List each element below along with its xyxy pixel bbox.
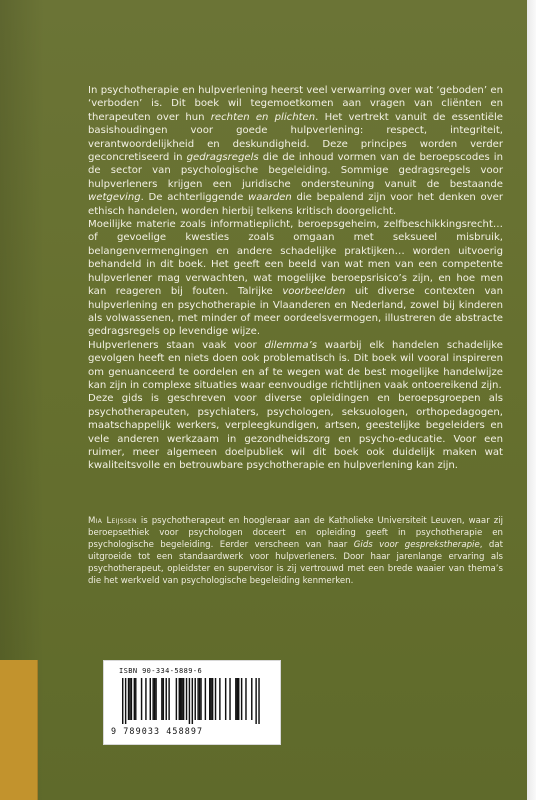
barcode-bars [118,678,268,724]
blurb-paragraph [88,84,503,218]
accent-color-bar [0,660,38,800]
blurb-text [88,84,503,473]
barcode-bar [134,678,135,720]
text-run: is psychotherapeut en hoogleraar aan de Katholieke Universiteit Leuven, waar zij beroepsethiek voor psychologen doceert en opleiding geeft in psychotherapie en psychologische begeleiding. Eerder verscheen van haar [88,516,503,550]
barcode-bar [161,678,162,720]
text-run: , dat uitgroeide tot een standaardwerk voor hulpverleners. Door haar jarenlange ervaring als psychotherapeut, opleidster en supervisor is zij vertrouwd met een brede waaier van thema’s die het werkveld van psychologische begeleiding kenmerken. [88,540,503,586]
blurb-paragraph [88,218,503,339]
barcode-bar [215,678,216,720]
barcode-bar [179,678,180,720]
italic-text-run: voorbeelden [282,286,346,298]
barcode-bar [189,678,190,724]
barcode-bar [258,678,259,724]
barcode-bar [163,678,164,720]
text-run: uit diverse contexten van hulpverlening en psychotherapie in Vlaanderen en Nederland, zowel bij kinderen als volwassenen, met minder of meer oordeelsvermogen, illustreren de abstracte gedragsregels op levendige wijze. [88,286,503,338]
barcode-bar [192,678,193,724]
blurb-paragraph [88,339,503,393]
blurb-paragraph [88,392,503,472]
barcode-bar [210,678,211,720]
author-bio-paragraph [88,515,503,587]
barcode-bar [235,678,236,720]
author-bio [88,515,503,587]
barcode-bar [245,678,246,720]
barcode-bar [125,678,126,724]
barcode-bar [141,678,142,720]
text-run: . Het vertrekt vanuit de essentiële basishoudingen voor goede hulpverlening: respect, integriteit, verantwoordelijkheid en deskundigheid. Deze principes worden verder geconcretiseerd in [88,111,503,164]
barcode-bar [186,678,187,720]
italic-text-run: gedragsregels [186,152,259,164]
barcode-bar [131,678,132,720]
barcode-bar [181,678,182,720]
barcode-bar [180,678,181,720]
text-run: . De achterliggende [140,192,248,204]
italic-text-run: rechten en plichten [210,111,316,123]
barcode-bar [176,678,177,720]
barcode-bar [154,678,155,720]
barcode-bar [195,678,196,720]
text-run: Moeilijke materie zoals informatieplicht, beroepsgeheim, zelfbeschikkingsrecht… of gevoelige kwesties zoals omgaan met seksueel misbruik, belangenvermengingen en andere schadelijke praktijken… worden uitvoerig behandeld in dit boek. Het geeft een beeld van wat men van een competente hulpverlener mag verwachten, wat mogelijke beroepsrisico’s zijn, en hoe men kan reageren bij fouten. Talrijke [88,219,503,298]
barcode-bar [200,678,201,720]
italic-text-run: waarden [247,192,292,204]
barcode-bar [152,678,153,720]
barcode-bar [129,678,130,720]
barcode-bar [145,678,146,720]
isbn-number: ISBN 90-334-5889-6 [119,667,203,675]
barcode-bar [166,678,167,720]
barcode-bar [205,678,206,720]
barcode-bar [150,678,151,720]
barcode-bar [199,678,200,720]
barcode-bar [135,678,136,720]
barcode-bar [255,678,256,724]
barcode-bar [237,678,238,720]
author-name: Mia Leijssen [88,516,137,526]
barcode-bar [225,678,226,720]
text-run: die de inhoud vormen van de beroepscodes in de sector van psychologische begeleiding. Sommige gedragsregels voor hulpverleners krijgen een juridische ondersteuning vanuit de bestaande [88,152,503,190]
barcode-bar [122,678,123,724]
barcode-bar [209,678,210,720]
barcode-bar [219,678,220,720]
barcode-bar [155,678,156,720]
barcode-label [103,660,281,745]
barcode-bar [168,678,169,720]
barcode-bar [238,678,239,720]
barcode-bar [183,678,184,720]
barcode-bar [128,678,129,720]
page-edge [527,0,536,800]
italic-text-run: dilemma’s [264,339,317,351]
barcode-bar [212,678,213,720]
text-run: In psychotherapie en hulpverlening heerst veel verwarring over wat ‘geboden’ en ‘verboden’ is. Dit boek wil tegemoetkomen aan vragen van cliënten en therapeuten over hun [88,85,503,123]
barcode-bar [251,678,252,720]
ean-digits: 9 789033 458897 [111,726,204,736]
italic-text-run: wetgeving [88,192,141,204]
text-run: waarbij elk handelen schadelijke gevolgen heeft en niets doen ook problematisch is. Dit boek wil vooral inspireren om genuanceerd te oordelen en af te wegen wat de best mogelijke handelwijze kan zijn in complexe situaties waar eenvoudige richtlijnen vaak ontoereikend zijn. [88,339,503,391]
barcode-bar [229,678,230,720]
text-run: Hulpverleners staan vaak voor [88,339,265,351]
text-run: Deze gids is geschreven voor diverse opleidingen en beroepsgroepen als psychotherapeuten, psychiaters, psychologen, seksuologen, orthopedagogen, maatschappelijk werkers, verpleegkundigen, artsen, geestelijke begeleiders en vele anderen werkzaam in gezondheidszorg en psycho-educatie. Voor een ruimer, meer algemeen doelpubliek wil dit boek ook duidelijk maken wat kwaliteitsvolle en betrouwbare psychotherapie en hulpverlening kan zijn. [88,393,503,472]
text-run: die bepalend zijn voor het denken over ethisch handelen, worden hierbij telkens kritisch doorgelicht. [88,192,503,217]
barcode-bar [197,678,198,720]
italic-text-run: Gids voor gesprekstherapie [353,540,480,550]
barcode-bar [241,678,242,720]
